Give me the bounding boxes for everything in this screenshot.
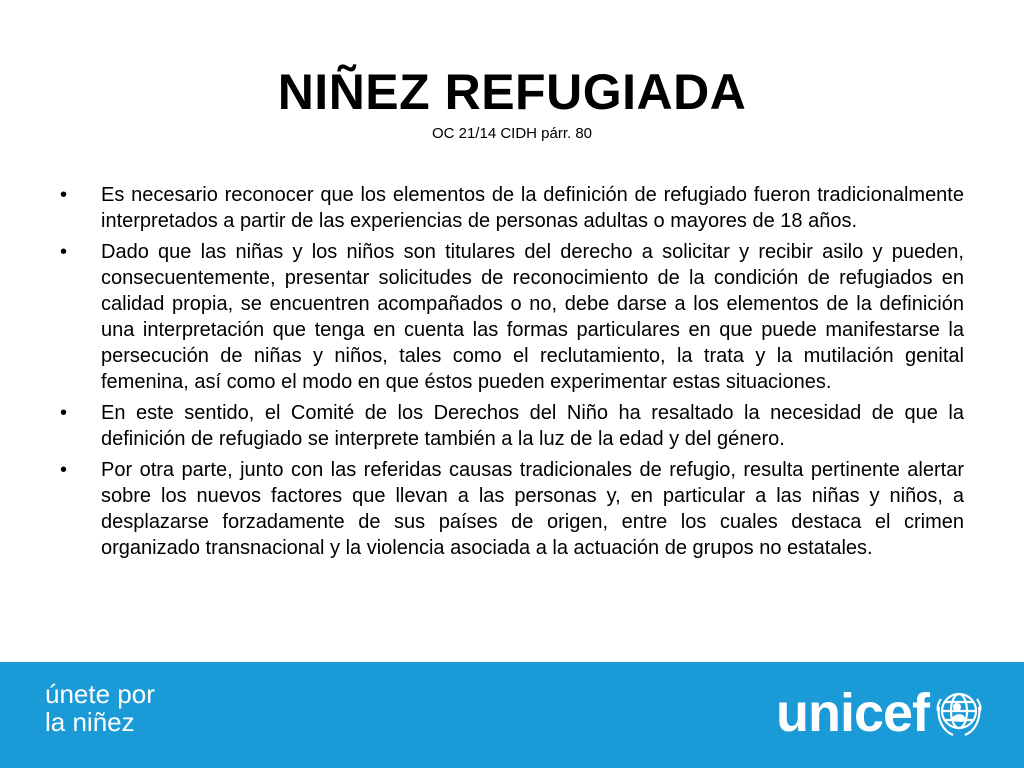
bullet-text: Por otra parte, junto con las referidas causas tradicionales de refugio, resulta pertinente alertar sobre los nuevos factores que llevan a las personas y, en particular a las niñas y niños, a desplazarse forzadamente de sus países de origen, entre los cuales destaca el crimen organizado transnacional y la violencia asociada a la actuación de grupos no estatales.	[101, 459, 964, 559]
bullet-list	[60, 182, 964, 566]
bullet-item	[60, 400, 964, 452]
footer-bar	[0, 662, 1024, 768]
bullet-text: En este sentido, el Comité de los Derechos del Niño ha resaltado la necesidad de que la definición de refugiado se interprete también a la luz de la edad y del género.	[101, 402, 964, 450]
bullet-marker: •	[60, 184, 68, 206]
unicef-logo	[776, 678, 987, 748]
bullet-text: Dado que las niñas y los niños son titulares del derecho a solicitar y recibir asilo y pueden, consecuentemente, presentar solicitudes de reconocimiento de la condición de refugiados en calidad propia, se encuentren acompañados o no, debe darse a los elementos de la definición una interpretación que tenga en cuenta las formas particulares en que puede manifestarse la persecución de niñas y niños, tales como el reclutamiento, la trata y la mutilación genital femenina, así como el modo en que éstos pueden experimentar estas situaciones.	[101, 241, 964, 393]
bullet-item	[60, 239, 964, 395]
unicef-emblem-icon	[931, 685, 987, 741]
bullet-marker: •	[60, 402, 68, 424]
bullet-marker: •	[60, 241, 68, 263]
slide-subtitle: OC 21/14 CIDH párr. 80	[431, 125, 593, 142]
footer-tagline	[45, 680, 155, 736]
title-block	[0, 62, 1024, 144]
bullet-text: Es necesario reconocer que los elementos de la definición de refugiado fueron tradicionalmente interpretados a partir de las experiencias de personas adultas o mayores de 18 años.	[101, 184, 964, 232]
tagline-line-1: únete por	[45, 679, 155, 709]
slide-title: NIÑEZ REFUGIADA	[277, 64, 747, 120]
bullet-item	[60, 457, 964, 561]
bullet-marker: •	[60, 459, 68, 481]
brand-wordmark: unicef	[776, 683, 930, 743]
tagline-line-2: la niñez	[45, 707, 135, 737]
bullet-item	[60, 182, 964, 234]
